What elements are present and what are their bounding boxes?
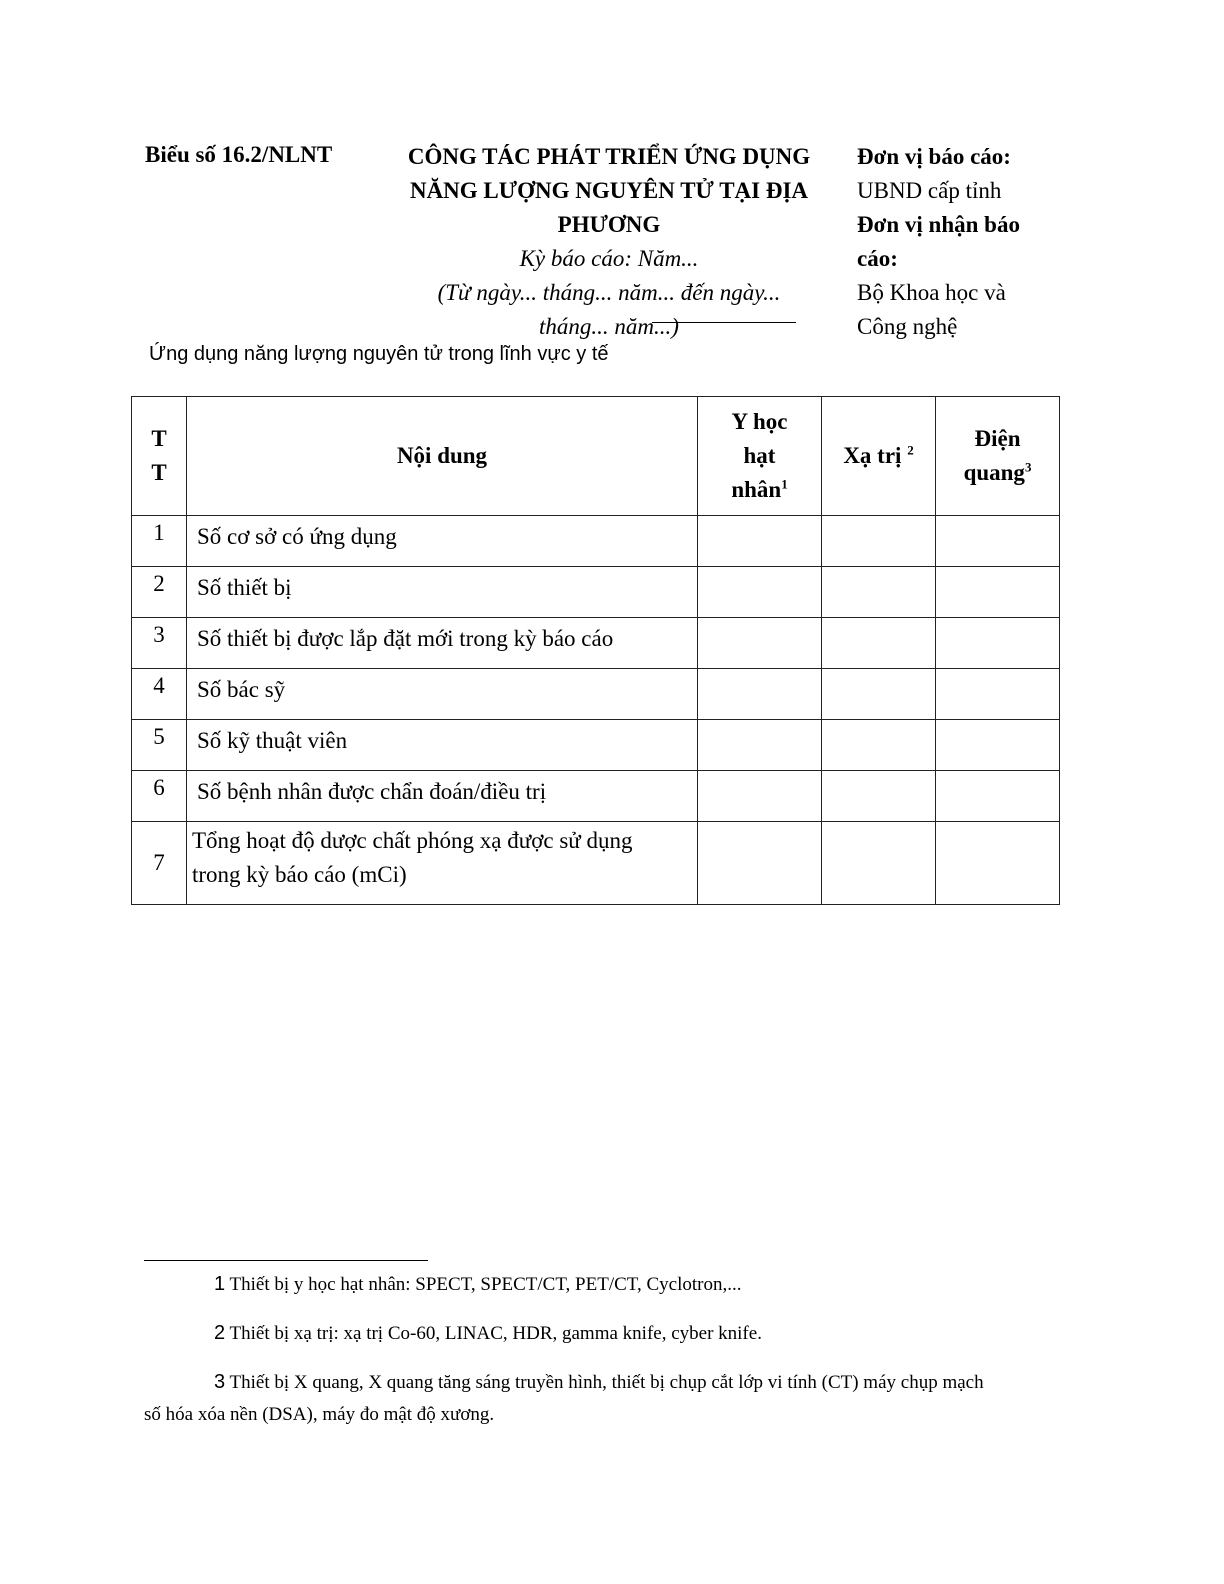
- cell-nuclear-medicine[interactable]: [698, 822, 822, 905]
- table-header-row: [132, 397, 1060, 516]
- cell-radiology[interactable]: [936, 720, 1060, 771]
- row-content: Tổng hoạt độ dược chất phóng xạ được sử dụng trong kỳ báo cáo (mCi): [187, 822, 698, 905]
- row-content: Số thiết bị được lắp đặt mới trong kỳ báo cáo: [187, 618, 698, 669]
- table-row: [132, 720, 1060, 771]
- cell-nuclear-medicine[interactable]: [698, 618, 822, 669]
- footnote-1: [144, 1268, 984, 1301]
- cell-nuclear-medicine[interactable]: [698, 771, 822, 822]
- report-title-line-3: PHƯƠNG: [557, 212, 661, 237]
- row-content: Số thiết bị: [187, 567, 698, 618]
- cell-radiology[interactable]: [936, 771, 1060, 822]
- table-row: [132, 618, 1060, 669]
- row-number: 7: [132, 822, 187, 905]
- footnote-ref-1: 1: [781, 476, 788, 492]
- footnote-number: 3: [214, 1371, 226, 1393]
- header-nuclear-medicine: Y học hạt nhân$^1$: [698, 397, 822, 516]
- cell-radiotherapy[interactable]: [822, 618, 936, 669]
- cell-radiology[interactable]: [936, 618, 1060, 669]
- table-row: [132, 822, 1060, 905]
- cell-nuclear-medicine[interactable]: [698, 516, 822, 567]
- cell-radiotherapy[interactable]: [822, 669, 936, 720]
- cell-nuclear-medicine[interactable]: [698, 669, 822, 720]
- cell-radiotherapy[interactable]: [822, 516, 936, 567]
- row-content: Số bác sỹ: [187, 669, 698, 720]
- cell-nuclear-medicine[interactable]: [698, 720, 822, 771]
- cell-radiotherapy[interactable]: [822, 822, 936, 905]
- cell-nuclear-medicine[interactable]: [698, 567, 822, 618]
- receiving-unit-value-line-1: Bộ Khoa học và: [857, 280, 1006, 305]
- row-number: 4: [132, 669, 187, 720]
- row-number: 2: [132, 567, 187, 618]
- date-range-line-2: tháng... năm...): [539, 314, 679, 339]
- footnote-ref-2: 2: [907, 442, 914, 458]
- table-row: [132, 771, 1060, 822]
- header-content: Nội dung: [187, 397, 698, 516]
- section-subtitle: Ứng dụng năng lượng nguyên tử trong lĩnh vực y tế: [149, 343, 609, 365]
- footnote-number: 1: [214, 1273, 226, 1295]
- row-number: 5: [132, 720, 187, 771]
- report-title-line-2: NĂNG LƯỢNG NGUYÊN TỬ TẠI ĐỊA: [409, 178, 809, 203]
- cell-radiotherapy[interactable]: [822, 720, 936, 771]
- reporting-unit-label: Đơn vị báo cáo:: [857, 144, 1011, 169]
- table-row: [132, 567, 1060, 618]
- form-code: Biểu số 16.2/NLNT: [145, 142, 333, 167]
- row-number: 1: [132, 516, 187, 567]
- date-range-line-1: (Từ ngày... tháng... năm... đến ngày...: [437, 280, 781, 305]
- table-row: [132, 516, 1060, 567]
- medical-applications-table: [131, 396, 1060, 905]
- cell-radiology[interactable]: [936, 822, 1060, 905]
- header-radiology: Điện quang$^3$: [936, 397, 1060, 516]
- footnote-text: Thiết bị y học hạt nhân: SPECT, SPECT/CT, PET/CT, Cyclotron,...: [229, 1274, 742, 1295]
- cell-radiotherapy[interactable]: [822, 771, 936, 822]
- cell-radiotherapy[interactable]: [822, 567, 936, 618]
- table-row: [132, 669, 1060, 720]
- header-tt: T T: [132, 397, 187, 516]
- title-underline: [652, 322, 796, 323]
- reporting-unit-value: UBND cấp tỉnh: [857, 178, 1002, 203]
- footnote-3: [144, 1366, 984, 1431]
- report-title-block: [378, 140, 840, 344]
- footnote-text: Thiết bị xạ trị: xạ trị Co-60, LINAC, HDR, gamma knife, cyber knife.: [229, 1323, 762, 1344]
- header-radiotherapy: Xạ trị $^2$: [822, 397, 936, 516]
- receiving-unit-value-line-2: Công nghệ: [857, 314, 958, 339]
- cell-radiology[interactable]: [936, 567, 1060, 618]
- row-content: Số kỹ thuật viên: [187, 720, 698, 771]
- cell-radiology[interactable]: [936, 669, 1060, 720]
- footnote-ref-3: 3: [1024, 459, 1032, 475]
- row-number: 6: [132, 771, 187, 822]
- row-content: Số bệnh nhân được chẩn đoán/điều trị: [187, 771, 698, 822]
- footnote-2: [144, 1317, 984, 1350]
- row-content: Số cơ sở có ứng dụng: [187, 516, 698, 567]
- row-number: 3: [132, 618, 187, 669]
- report-title-line-1: CÔNG TÁC PHÁT TRIỂN ỨNG DỤNG: [407, 144, 811, 169]
- report-period: Kỳ báo cáo: Năm...: [519, 246, 699, 271]
- footnote-text: Thiết bị X quang, X quang tăng sáng truyền hình, thiết bị chụp cắt lớp vi tính (CT) máy chụp mạch số hóa xóa nền (DSA), máy đo mật độ xương.: [144, 1372, 984, 1425]
- footnote-separator: [144, 1260, 428, 1261]
- receiving-unit-label-line-2: cáo:: [857, 246, 898, 271]
- unit-info-block: [857, 140, 1077, 344]
- footnote-number: 2: [214, 1322, 226, 1344]
- cell-radiology[interactable]: [936, 516, 1060, 567]
- receiving-unit-label-line-1: Đơn vị nhận báo: [857, 212, 1020, 237]
